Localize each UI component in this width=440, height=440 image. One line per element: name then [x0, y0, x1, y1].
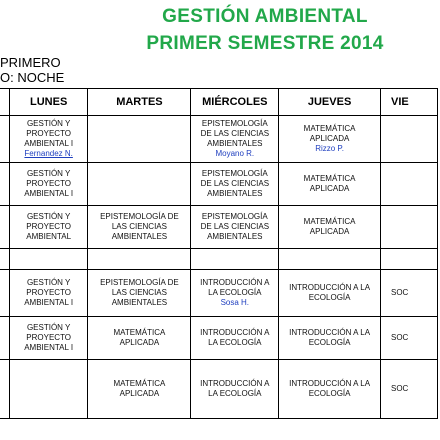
subject-line: AMBIENTALES [207, 232, 263, 241]
day-header-miercoles: MIÉRCOLES [191, 89, 279, 116]
class-cell-martes [88, 360, 191, 419]
time-cell [0, 206, 9, 249]
subject-line: INTRODUCCIÓN A LA [289, 328, 371, 337]
time-cell [0, 270, 9, 317]
subject-line: ECOLOGÍA [308, 338, 351, 347]
subject-line: INTRODUCCIÓN A LA [289, 283, 371, 292]
table-row [0, 360, 438, 419]
professor-name: Rizzo P. [315, 144, 344, 153]
time-cell [0, 249, 9, 270]
class-cell-martes [88, 206, 191, 249]
class-cell-lunes [9, 270, 87, 317]
subject-line: LA ECOLOGÍA [208, 338, 262, 347]
day-header-martes: MARTES [88, 89, 191, 116]
class-cell-jueves [279, 116, 381, 163]
class-cell-jueves [279, 270, 381, 317]
subject-line: MATEMÁTICA [113, 379, 166, 388]
class-cell-lunes [9, 206, 87, 249]
subject-line: EPISTEMOLOGÍA DE [100, 278, 179, 287]
table-row [0, 270, 438, 317]
table-row [0, 163, 438, 206]
subject-line: GESTIÓN Y [26, 212, 71, 221]
time-cell [0, 163, 9, 206]
subject-line: INTRODUCCIÓN A [200, 328, 270, 337]
class-cell-viernes [381, 360, 438, 419]
subject-line: GESTIÓN Y [26, 278, 71, 287]
page-title: GESTIÓN AMBIENTAL [162, 6, 368, 27]
schedule-table [0, 88, 438, 419]
subject-line: AMBIENTALES [207, 189, 263, 198]
subject-line: SOC [391, 288, 409, 297]
class-cell-miercoles [191, 206, 279, 249]
class-cell-lunes [9, 317, 87, 360]
class-cell-jueves [279, 163, 381, 206]
subject-line: LAS CIENCIAS [111, 288, 167, 297]
subject-line: APLICADA [309, 227, 350, 236]
class-cell-lunes [9, 360, 87, 419]
subject-line: AMBIENTAL [26, 232, 72, 241]
subject-line: GESTIÓN Y [26, 119, 71, 128]
professor-name: Moyano R. [215, 149, 255, 158]
class-cell-viernes [381, 249, 438, 270]
class-cell-viernes [381, 317, 438, 360]
class-cell-lunes [9, 116, 87, 163]
subject-line: EPISTEMOLOGÍA DE [100, 212, 179, 221]
subject-line: GESTIÓN Y [26, 169, 71, 178]
class-cell-martes [88, 163, 191, 206]
subject-line: PROYECTO [26, 288, 72, 297]
shift-label: O: NOCHE [0, 70, 65, 85]
day-header-viernes: VIE [381, 89, 438, 116]
subject-line: MATEMÁTICA [303, 124, 356, 133]
subject-line: DE LAS CIENCIAS [200, 222, 270, 231]
class-cell-jueves [279, 360, 381, 419]
subject-line: AMBIENTAL I [24, 189, 74, 198]
time-cell [0, 116, 9, 163]
class-cell-jueves [279, 249, 381, 270]
subject-line: EPISTEMOLOGÍA [201, 169, 268, 178]
subject-line: SOC [391, 384, 409, 393]
class-cell-miercoles [191, 249, 279, 270]
class-cell-lunes [9, 249, 87, 270]
subject-line: AMBIENTALES [207, 139, 263, 148]
class-cell-martes [88, 116, 191, 163]
subject-line: ECOLOGÍA [308, 293, 351, 302]
time-cell [0, 360, 9, 419]
class-cell-miercoles [191, 317, 279, 360]
subject-line: AMBIENTALES [111, 298, 168, 307]
day-header-lunes: LUNES [9, 89, 87, 116]
subject-line: LA ECOLOGÍA [208, 288, 262, 297]
subject-line: DE LAS CIENCIAS [200, 179, 270, 188]
subject-line: APLICADA [119, 338, 160, 347]
time-header [0, 89, 9, 116]
class-cell-martes [88, 270, 191, 317]
subject-line: MATEMÁTICA [303, 174, 356, 183]
subject-line: INTRODUCCIÓN A [200, 278, 270, 287]
subject-line: EPISTEMOLOGÍA [201, 212, 268, 221]
page-subtitle: PRIMER SEMESTRE 2014 [146, 33, 384, 54]
subject-line: SOC [391, 333, 409, 342]
class-cell-viernes [381, 206, 438, 249]
class-cell-viernes [381, 270, 438, 317]
header-row [0, 89, 438, 116]
subject-line: LA ECOLOGÍA [208, 389, 262, 398]
subject-line: EPISTEMOLOGÍA [201, 119, 268, 128]
subject-line: APLICADA [309, 184, 350, 193]
table-row [0, 206, 438, 249]
table-row [0, 317, 438, 360]
class-cell-martes [88, 249, 191, 270]
time-cell [0, 317, 9, 360]
class-cell-martes [88, 317, 191, 360]
day-header-jueves: JUEVES [279, 89, 381, 116]
class-cell-viernes [381, 163, 438, 206]
class-cell-miercoles [191, 116, 279, 163]
professor-name: Sosa H. [220, 298, 250, 307]
subject-line: INTRODUCCIÓN A [200, 379, 270, 388]
subject-line: INTRODUCCIÓN A LA [289, 379, 371, 388]
subject-line: AMBIENTAL I [24, 298, 74, 307]
subject-line: APLICADA [309, 134, 350, 143]
class-cell-jueves [279, 317, 381, 360]
subject-line: DE LAS CIENCIAS [200, 129, 270, 138]
subject-line: AMBIENTAL I [24, 139, 74, 148]
subject-line: PROYECTO [26, 179, 72, 188]
table-row [0, 249, 438, 270]
subject-line: LAS CIENCIAS [111, 222, 167, 231]
subject-line: AMBIENTALES [111, 232, 168, 241]
subject-line: MATEMÁTICA [303, 217, 356, 226]
subject-line: ECOLOGÍA [308, 389, 351, 398]
class-cell-jueves [279, 206, 381, 249]
class-cell-miercoles [191, 360, 279, 419]
professor-name: Fernandez N. [24, 149, 73, 158]
subject-line: PROYECTO [26, 129, 72, 138]
subject-line: PROYECTO [26, 333, 72, 342]
subject-line: GESTIÓN Y [26, 323, 71, 332]
class-cell-miercoles [191, 270, 279, 317]
semester-label: PRIMERO [0, 55, 61, 70]
subject-line: MATEMÁTICA [113, 328, 166, 337]
class-cell-lunes [9, 163, 87, 206]
subject-line: AMBIENTAL I [24, 343, 74, 352]
class-cell-viernes [381, 116, 438, 163]
subject-line: APLICADA [119, 389, 160, 398]
subject-line: PROYECTO [26, 222, 72, 231]
table-row [0, 116, 438, 163]
class-cell-miercoles [191, 163, 279, 206]
